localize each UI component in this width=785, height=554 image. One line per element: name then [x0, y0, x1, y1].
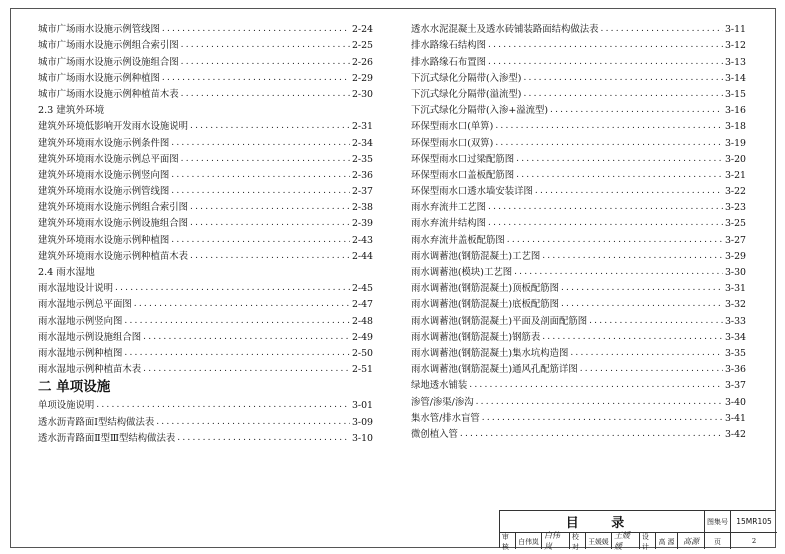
toc-section-heading	[38, 263, 373, 279]
toc-leader-dots	[124, 347, 350, 360]
toc-entry-title: 城市广场雨水设施示例组合索引图	[38, 40, 179, 52]
toc-leader-dots	[190, 201, 350, 214]
toc-right-column	[411, 20, 746, 441]
toc-entry	[38, 166, 373, 182]
toc-leader-dots	[143, 363, 350, 376]
toc-leader-dots	[171, 137, 350, 150]
toc-entry-title: 建筑外环境雨水设施示例管线图	[38, 186, 170, 198]
toc-entry-page: 2-43	[351, 234, 373, 246]
toc-leader-dots	[190, 250, 350, 263]
atlas-number-label: 图集号	[705, 511, 731, 533]
toc-entry-page: 3-12	[724, 40, 746, 52]
toc-entry	[38, 117, 373, 133]
title-block-title: 目 录	[500, 511, 705, 533]
toc-entry-page: 2-37	[351, 186, 373, 198]
toc-entry-page: 3-27	[724, 234, 746, 246]
toc-entry-page: 2-39	[351, 218, 373, 230]
toc-entry-title: 排水路缘石结构图	[411, 40, 487, 52]
toc-leader-dots	[162, 23, 350, 36]
check-signature: 王媛媛	[612, 533, 640, 549]
toc-entry	[411, 409, 746, 425]
toc-entry-page: 3-25	[724, 218, 746, 230]
toc-leader-dots	[523, 88, 722, 101]
toc-entry-page: 2-26	[351, 56, 373, 68]
toc-entry-page: 2-51	[351, 364, 373, 376]
toc-leader-dots	[516, 169, 723, 182]
toc-entry-page: 2-49	[351, 331, 373, 343]
toc-entry	[411, 36, 746, 52]
toc-entry-page: 3-22	[724, 186, 746, 198]
toc-entry-title: 雨水弃流井盖板配筋图	[411, 234, 505, 246]
toc-leader-dots	[143, 331, 350, 344]
toc-leader-dots	[580, 363, 723, 376]
atlas-number: 15MR105	[731, 511, 777, 533]
toc-entry-title: 雨水调蓄池(钢筋混凝土)通风孔配筋详图	[411, 364, 578, 376]
toc-entry-page: 2-45	[351, 283, 373, 295]
toc-entry	[38, 247, 373, 263]
review-signature: 白伟岚	[542, 533, 570, 549]
toc-entry-page: 3-29	[724, 250, 746, 262]
check-name: 王媛媛	[586, 533, 612, 549]
toc-entry-page: 2-25	[351, 40, 373, 52]
toc-leader-dots	[488, 201, 723, 214]
toc-leader-dots	[162, 72, 350, 85]
toc-leader-dots	[561, 298, 723, 311]
toc-entry-page: 3-15	[724, 88, 746, 100]
toc-entry	[411, 295, 746, 311]
toc-entry-page: 3-35	[724, 347, 746, 359]
toc-entry-page: 3-31	[724, 283, 746, 295]
toc-entry	[411, 376, 746, 392]
toc-entry-title: 绿地透水铺装	[411, 380, 468, 392]
toc-entry-title: 雨水调蓄池(钢筋混凝土)集水坑构造图	[411, 347, 569, 359]
toc-entry	[411, 150, 746, 166]
toc-entry-page: 3-21	[724, 169, 746, 181]
toc-entry-title: 雨水调蓄池(钢筋混凝土)工艺图	[411, 250, 541, 262]
toc-leader-dots	[514, 266, 723, 279]
toc-entry-page: 2-47	[351, 299, 373, 311]
toc-entry-title: 环保型雨水口透水墙安装详图	[411, 186, 533, 198]
toc-entry-title: 雨水调蓄池(钢筋混凝土)顶板配筋图	[411, 283, 559, 295]
toc-entry-page: 2-44	[351, 250, 373, 262]
toc-entry	[411, 214, 746, 230]
toc-entry-title: 环保型雨水口盖板配筋图	[411, 169, 515, 181]
toc-entry	[38, 36, 373, 52]
toc-entry-page: 3-42	[724, 428, 746, 440]
toc-entry-page: 3-10	[351, 432, 373, 444]
toc-entry-title: 建筑外环境雨水设施示例种植图	[38, 234, 170, 246]
title-block	[499, 510, 776, 551]
design-name: 高 源	[656, 533, 678, 549]
toc-leader-dots	[507, 234, 723, 247]
toc-entry-title: 雨水湿地示例设施组合图	[38, 331, 142, 343]
toc-entry-title: 单项设施说明	[38, 400, 95, 412]
toc-entry-page: 3-37	[724, 380, 746, 392]
toc-entry-title: 渗管/渗渠/渗沟	[411, 396, 474, 408]
toc-leader-dots	[542, 250, 723, 263]
toc-leader-dots	[482, 412, 723, 425]
toc-leader-dots	[516, 153, 723, 166]
toc-entry-title: 环保型雨水口(双箅)	[411, 137, 494, 149]
toc-entry-page: 3-13	[724, 56, 746, 68]
toc-entry-page: 3-33	[724, 315, 746, 327]
toc-entry	[38, 344, 373, 360]
toc-entry-title: 雨水湿地设计说明	[38, 283, 114, 295]
toc-entry	[38, 69, 373, 85]
toc-leader-dots	[171, 169, 350, 182]
toc-leader-dots	[171, 234, 350, 247]
toc-entry-page: 3-11	[724, 24, 746, 36]
toc-entry-title: 雨水调蓄池(钢筋混凝土)平面及剖面配筋图	[411, 315, 588, 327]
toc-entry	[38, 150, 373, 166]
toc-entry-title: 建筑外环境雨水设施示例竖向图	[38, 169, 170, 181]
toc-leader-dots	[561, 282, 723, 295]
toc-entry	[411, 101, 746, 117]
toc-entry-title: 透水沥青路面Ⅱ型Ⅲ型结构做法表	[38, 432, 176, 444]
toc-leader-dots	[488, 56, 723, 69]
toc-entry-title: 雨水湿地示例竖向图	[38, 315, 123, 327]
toc-leader-dots	[550, 104, 723, 117]
toc-entry-page: 2-35	[351, 153, 373, 165]
toc-entry	[38, 396, 373, 412]
toc-entry-title: 建筑外环境雨水设施示例总平面图	[38, 153, 179, 165]
design-label: 设计	[640, 533, 656, 549]
toc-leader-dots	[488, 217, 723, 230]
toc-entry-title: 环保型雨水口过梁配筋图	[411, 153, 515, 165]
toc-entry	[38, 182, 373, 198]
toc-leader-dots	[495, 137, 723, 150]
toc-entry	[411, 247, 746, 263]
toc-entry-title: 建筑外环境雨水设施示例设施组合图	[38, 218, 189, 230]
toc-entry-title: 2.3 建筑外环境	[38, 105, 105, 117]
toc-leader-dots	[115, 282, 350, 295]
toc-entry-title: 二 单项设施	[38, 379, 111, 396]
design-signature: 高源	[678, 533, 705, 549]
toc-entry-page: 2-24	[351, 24, 373, 36]
toc-section-heading	[38, 101, 373, 117]
toc-entry-title: 建筑外环境雨水设施示例条件图	[38, 137, 170, 149]
toc-entry-title: 建筑外环境雨水设施示例种植苗木表	[38, 250, 189, 262]
toc-leader-dots	[181, 56, 350, 69]
toc-entry-page: 2-29	[351, 72, 373, 84]
toc-entry	[411, 166, 746, 182]
toc-leader-dots	[570, 347, 723, 360]
toc-entry-page: 3-30	[724, 267, 746, 278]
toc-entry	[38, 311, 373, 327]
toc-entry-title: 下沉式绿化分隔带(入渗型)	[411, 72, 522, 84]
toc-entry	[38, 429, 373, 445]
toc-entry	[38, 230, 373, 246]
toc-entry-title: 雨水弃流井结构图	[411, 218, 487, 230]
toc-entry-title: 雨水湿地示例种植苗木表	[38, 364, 142, 376]
toc-entry	[411, 69, 746, 85]
toc-leader-dots	[190, 217, 350, 230]
toc-leader-dots	[469, 379, 723, 392]
toc-entry	[411, 263, 746, 279]
toc-entry	[411, 117, 746, 133]
toc-entry	[411, 425, 746, 441]
toc-leader-dots	[523, 72, 722, 85]
toc-entry	[411, 311, 746, 327]
toc-entry	[38, 133, 373, 149]
toc-entry	[411, 52, 746, 68]
toc-leader-dots	[601, 23, 723, 36]
review-label: 审核	[500, 533, 516, 549]
toc-entry	[411, 182, 746, 198]
toc-entry-page: 2-34	[351, 137, 373, 149]
toc-entry	[38, 412, 373, 428]
toc-entry-page: 3-36	[724, 364, 746, 376]
toc-leader-dots	[181, 153, 350, 166]
toc-entry-title: 透水水泥混凝土及透水砖铺装路面结构做法表	[411, 24, 599, 36]
toc-leader-dots	[589, 315, 723, 328]
toc-entry	[38, 214, 373, 230]
toc-entry	[38, 52, 373, 68]
toc-entry-page: 3-32	[724, 299, 746, 311]
toc-entry-page: 3-41	[724, 412, 746, 424]
toc-entry	[411, 85, 746, 101]
toc-entry-title: 2.4 雨水湿地	[38, 267, 95, 278]
toc-section-heading	[38, 376, 373, 396]
toc-entry	[411, 360, 746, 376]
toc-entry	[38, 360, 373, 376]
toc-entry-title: 雨水湿地示例种植图	[38, 347, 123, 359]
toc-entry-title: 集水管/排水盲管	[411, 412, 480, 424]
toc-entry-title: 透水沥青路面Ⅰ型结构做法表	[38, 416, 155, 428]
toc-entry-page: 3-09	[351, 416, 373, 428]
toc-entry-title: 建筑外环境雨水设施示例组合索引图	[38, 202, 189, 214]
toc-leader-dots	[124, 315, 350, 328]
toc-entry-title: 建筑外环境低影响开发雨水设施说明	[38, 121, 189, 133]
toc-left-column	[38, 20, 373, 445]
toc-leader-dots	[177, 432, 350, 445]
toc-entry	[411, 344, 746, 360]
toc-entry-page: 2-50	[351, 347, 373, 359]
toc-entry	[411, 20, 746, 36]
toc-leader-dots	[190, 120, 350, 133]
toc-leader-dots	[181, 39, 350, 52]
toc-entry-page: 3-16	[724, 105, 746, 117]
toc-entry-title: 环保型雨水口(单箅)	[411, 121, 494, 133]
toc-entry-page: 3-14	[724, 72, 746, 84]
toc-leader-dots	[156, 416, 350, 429]
toc-entry-title: 雨水弃流井工艺图	[411, 202, 487, 214]
toc-entry-title: 雨水调蓄池(钢筋混凝土)钢筋表	[411, 331, 541, 343]
toc-entry-page: 3-18	[724, 121, 746, 133]
toc-leader-dots	[476, 396, 723, 409]
toc-leader-dots	[460, 428, 723, 441]
signature-row	[500, 533, 777, 549]
toc-entry	[38, 295, 373, 311]
toc-entry	[38, 328, 373, 344]
toc-entry	[411, 133, 746, 149]
toc-leader-dots	[171, 185, 350, 198]
toc-leader-dots	[96, 399, 350, 412]
toc-entry	[411, 279, 746, 295]
toc-entry	[38, 85, 373, 101]
toc-leader-dots	[181, 88, 350, 101]
toc-entry-title: 下沉式绿化分隔带(入渗+溢流型)	[411, 105, 549, 117]
page-number: 2	[751, 537, 757, 545]
toc-entry-page: 2-36	[351, 169, 373, 181]
toc-entry-title: 城市广场雨水设施示例种植图	[38, 72, 160, 84]
toc-entry-page: 3-23	[724, 202, 746, 214]
page-label: 页	[705, 533, 731, 549]
toc-leader-dots	[535, 185, 723, 198]
toc-entry-page: 2-38	[351, 202, 373, 214]
toc-entry-page: 2-48	[351, 315, 373, 327]
toc-leader-dots	[542, 331, 723, 344]
toc-entry-page: 3-19	[724, 137, 746, 149]
toc-entry	[38, 20, 373, 36]
toc-entry-page: 3-01	[351, 400, 373, 412]
toc-entry-title: 雨水调蓄池(钢筋混凝土)底板配筋图	[411, 299, 559, 311]
toc-entry-page: 3-34	[724, 331, 746, 343]
toc-entry-title: 雨水湿地示例总平面图	[38, 299, 132, 311]
toc-entry-title: 城市广场雨水设施示例管线图	[38, 24, 160, 36]
toc-entry-title: 城市广场雨水设施示例种植苗木表	[38, 88, 179, 100]
toc-entry-title: 雨水调蓄池(模块)工艺图	[411, 267, 513, 278]
check-label: 校对	[570, 533, 586, 549]
toc-entry	[411, 392, 746, 408]
review-name: 白伟岚	[516, 533, 542, 549]
toc-entry	[38, 198, 373, 214]
toc-entry	[411, 328, 746, 344]
toc-entry-title: 微创植入管	[411, 428, 458, 440]
toc-leader-dots	[488, 39, 723, 52]
toc-entry-page: 2-30	[351, 88, 373, 100]
toc-entry	[411, 230, 746, 246]
toc-leader-dots	[134, 298, 350, 311]
toc-entry-title: 排水路缘石布置图	[411, 56, 487, 68]
toc-entry-title: 城市广场雨水设施示例设施组合图	[38, 56, 179, 68]
toc-entry-page: 2-31	[351, 121, 373, 133]
toc-leader-dots	[495, 120, 723, 133]
toc-entry	[411, 198, 746, 214]
toc-entry	[38, 279, 373, 295]
toc-entry-title: 下沉式绿化分隔带(溢流型)	[411, 88, 522, 100]
toc-entry-page: 3-20	[724, 153, 746, 165]
toc-entry-page: 3-40	[724, 396, 746, 408]
